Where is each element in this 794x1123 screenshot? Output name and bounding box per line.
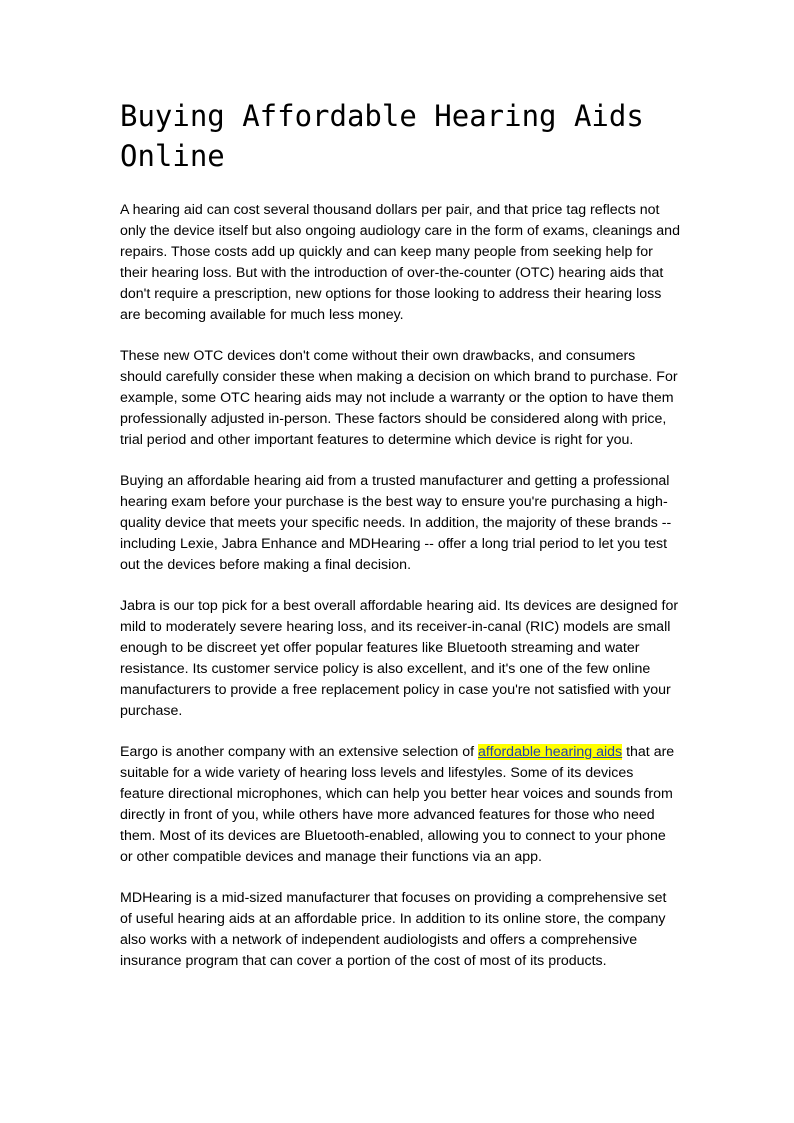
- paragraph-3: Buying an affordable hearing aid from a trusted manufacturer and getting a professional hearing exam before your purchase is the best way to ensure you're purchasing a high-quality device that meets your specific needs. In addition, the majority of these brands -- including Lexie, Jabra Enhance and MDHearing -- offer a long trial period to let you test out the devices before making a final decision.: [120, 473, 672, 573]
- paragraph-6: MDHearing is a mid-sized manufacturer that focuses on providing a comprehensive set of useful hearing aids at an affordable price. In addition to its online store, the company also works with a network of independent audiologists and offers a comprehensive insurance program that can cover a portion of the cost of most of its products.: [120, 890, 667, 969]
- paragraph-5-before: Eargo is another company with an extensive selection of: [120, 744, 479, 760]
- document-title: Buying Affordable Hearing Aids Online: [120, 99, 644, 173]
- affordable-hearing-aids-link[interactable]: affordable hearing aids: [478, 744, 623, 760]
- paragraph-4: Jabra is our top pick for a best overall affordable hearing aid. Its devices are designed for mild to moderately severe hearing loss, and its receiver-in-canal (RIC) models are small enough to be discreet yet offer popular features like Bluetooth streaming and water resistance. Its customer service policy is also excellent, and it's one of the few online manufacturers to provide a free replacement policy in case you're not satisfied with your purchase.: [120, 598, 679, 719]
- paragraph-5: [120, 742, 680, 868]
- paragraph-5-after: that are suitable for a wide variety of hearing loss levels and lifestyles. Some of its devices feature directional microphones, which can help you better hear voices and sounds from directly in front of you, while others have more advanced features for those who need them. Most of its devices are Bluetooth-enabled, allowing you to connect to your phone or other compatible devices and manage their functions via an app.: [120, 744, 675, 865]
- paragraph-2: These new OTC devices don't come without their own drawbacks, and consumers should carefully consider these when making a decision on which brand to purchase. For example, some OTC hearing aids may not include a warranty or the option to have them professionally adjusted in-person. These factors should be considered along with price, trial period and other important features to determine which device is right for you.: [120, 348, 678, 448]
- document-page: [120, 96, 680, 992]
- paragraph-1: A hearing aid can cost several thousand dollars per pair, and that price tag reflects not only the device itself but also ongoing audiology care in the form of exams, cleanings and repairs. Those costs add up quickly and can keep many people from seeking help for their hearing loss. But with the introduction of over-the-counter (OTC) hearing aids that don't require a prescription, new options for those looking to address their hearing loss are becoming available for much less money.: [120, 202, 680, 323]
